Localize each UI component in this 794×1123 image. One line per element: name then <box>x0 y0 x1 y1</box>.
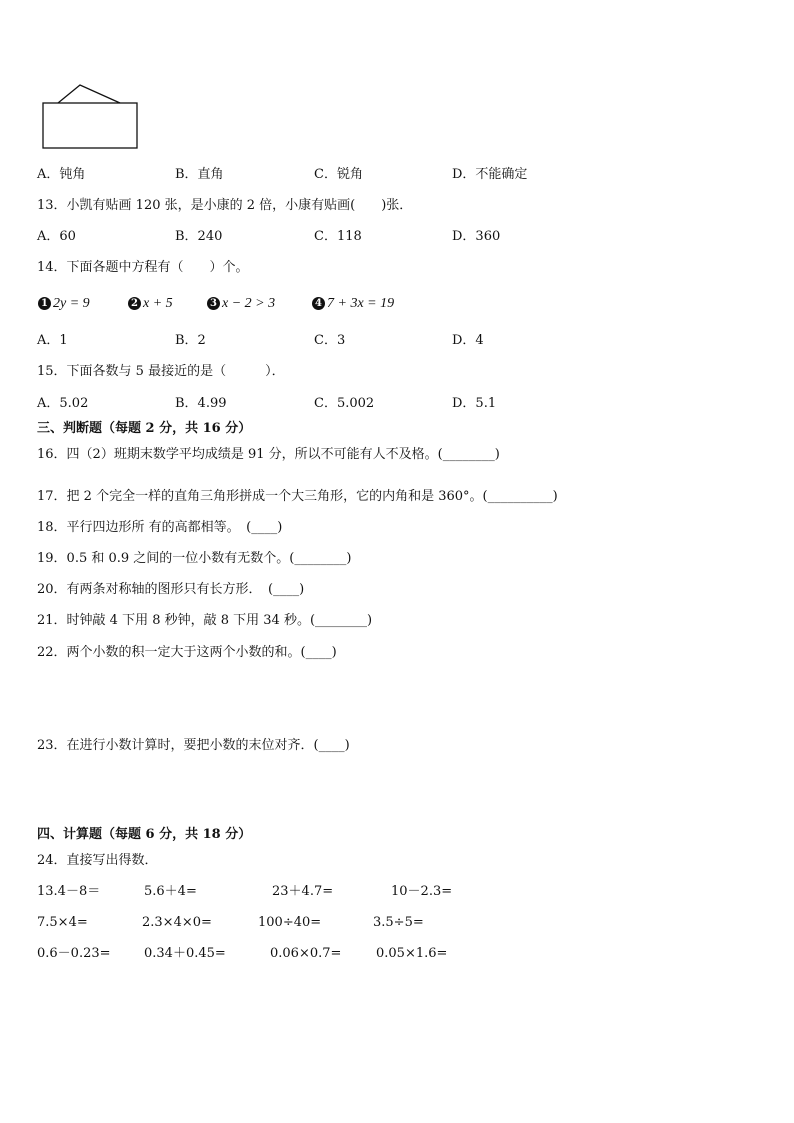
q14-stem: 14．下面各题中方程有（ ）个。 <box>37 260 249 275</box>
circled-number-4: 4 <box>312 297 325 310</box>
q14-option-d[interactable]: D．4 <box>452 333 484 348</box>
calc-item[interactable]: 0.6－0.23= <box>37 946 111 961</box>
q14-equation-1: 1 2y = 9 <box>38 296 90 312</box>
q13-option-c[interactable]: C．118 <box>314 229 362 244</box>
rectangle-with-triangle-flap-icon <box>40 82 140 152</box>
section-3-title: 三、判断题（每题 2 分，共 16 分） <box>37 421 252 436</box>
q12-option-d[interactable]: D．不能确定 <box>452 167 528 182</box>
q24-stem: 24．直接写出得数． <box>37 853 158 868</box>
calc-item[interactable]: 0.06×0.7= <box>270 946 342 961</box>
calc-item[interactable]: 0.34＋0.45= <box>144 946 226 961</box>
q13-option-b[interactable]: B．240 <box>175 229 223 244</box>
q15-option-a[interactable]: A．5.02 <box>37 396 89 411</box>
q13-stem: 13．小凯有贴画 120 张，是小康的 2 倍，小康有贴画( )张． <box>37 198 413 213</box>
calc-item[interactable]: 100÷40= <box>258 915 322 930</box>
q21-statement[interactable]: 21．时钟敲 4 下用 8 秒钟，敲 8 下用 34 秒。(________) <box>37 613 373 628</box>
calc-item[interactable]: 0.05×1.6= <box>376 946 448 961</box>
q14-equation-3: 3 x − 2 > 3 <box>207 296 275 312</box>
q15-option-b[interactable]: B．4.99 <box>175 396 227 411</box>
calc-item[interactable]: 2.3×4×0= <box>142 915 212 930</box>
q19-statement[interactable]: 19．0.5 和 0.9 之间的一位小数有无数个。(________) <box>37 551 352 566</box>
q13-option-a[interactable]: A．60 <box>37 229 76 244</box>
q15-stem: 15．下面各数与 5 最接近的是（ ）． <box>37 364 285 379</box>
q20-statement[interactable]: 20．有两条对称轴的图形只有长方形． (____) <box>37 582 305 597</box>
circled-number-3: 3 <box>207 297 220 310</box>
q15-option-d[interactable]: D．5.1 <box>452 396 497 411</box>
calc-item[interactable]: 3.5÷5= <box>373 915 424 930</box>
q14-option-b[interactable]: B．2 <box>175 333 206 348</box>
q14-equation-4: 4 7 + 3x = 19 <box>312 296 394 312</box>
q14-option-a[interactable]: A．1 <box>37 333 68 348</box>
q18-statement[interactable]: 18．平行四边形所 有的高都相等。 (____) <box>37 520 283 535</box>
q17-statement[interactable]: 17．把 2 个完全一样的直角三角形拼成一个大三角形，它的内角和是 360°。(__________) <box>37 489 558 504</box>
circled-number-1: 1 <box>38 297 51 310</box>
section-4-title: 四、计算题（每题 6 分，共 18 分） <box>37 827 252 842</box>
calc-item[interactable]: 23＋4.7= <box>272 884 334 899</box>
q12-option-c[interactable]: C．锐角 <box>314 167 363 182</box>
circled-number-2: 2 <box>128 297 141 310</box>
q15-option-c[interactable]: C．5.002 <box>314 396 375 411</box>
q12-option-b[interactable]: B．直角 <box>175 167 224 182</box>
calc-item[interactable]: 5.6＋4= <box>144 884 197 899</box>
calc-item[interactable]: 7.5×4= <box>37 915 88 930</box>
q12-option-a[interactable]: A．钝角 <box>37 167 86 182</box>
q14-equation-2: 2 x + 5 <box>128 296 173 312</box>
q13-option-d[interactable]: D．360 <box>452 229 501 244</box>
q23-statement[interactable]: 23．在进行小数计算时，要把小数的末位对齐．(____) <box>37 738 350 753</box>
q16-statement[interactable]: 16．四（2）班期末数学平均成绩是 91 分，所以不可能有人不及格。(________) <box>37 447 500 462</box>
calc-item[interactable]: 13.4－8＝ <box>37 884 101 899</box>
q22-statement[interactable]: 22．两个小数的积一定大于这两个小数的和。(____) <box>37 645 337 660</box>
calc-item[interactable]: 10－2.3= <box>391 884 453 899</box>
q14-option-c[interactable]: C．3 <box>314 333 346 348</box>
